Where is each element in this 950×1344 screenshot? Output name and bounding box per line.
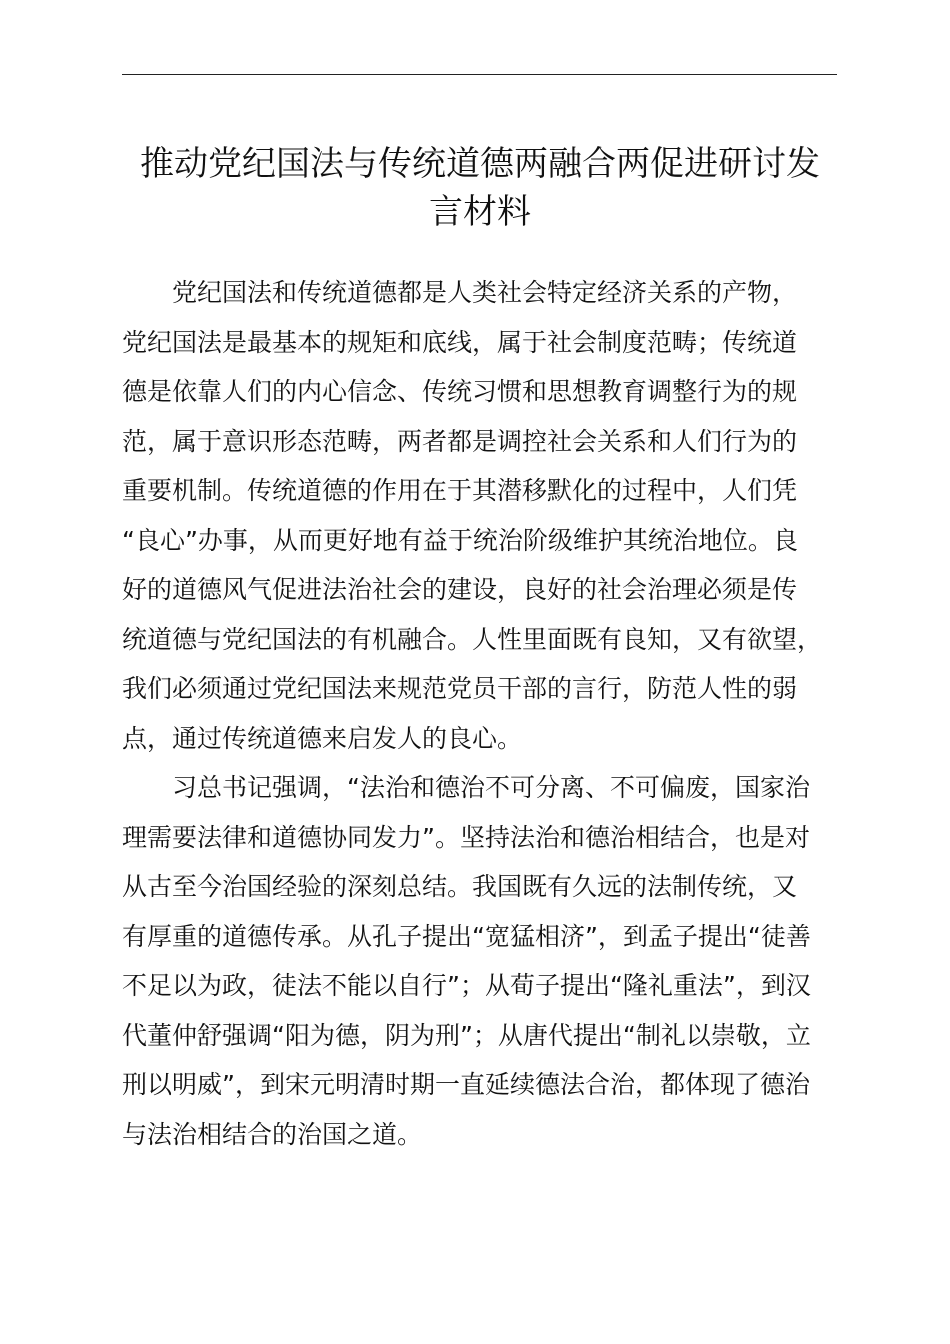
text-line: 德是依靠人们的内心信念、传统习惯和思想教育调整行为的规	[122, 377, 798, 406]
title-line: 推动党纪国法与传统道德两融合两促进研讨发	[140, 144, 820, 184]
header-rule	[122, 74, 837, 75]
text-line: 点，通过传统道德来启发人的良心。	[122, 723, 523, 753]
document-body	[122, 268, 838, 1159]
document-title	[122, 140, 838, 236]
text-line: 有厚重的道德传承。从孔子提出“宽猛相济”，到孟子提出“徒善	[122, 921, 811, 951]
text-line: 范，属于意识形态范畴，两者都是调控社会关系和人们行为的	[122, 426, 798, 456]
text-line: 习总书记强调，“法治和德治不可分离、不可偏废，国家治	[172, 773, 810, 802]
text-line: “良心”办事，从而更好地有益于统治阶级维护其统治地位。良	[122, 525, 798, 555]
text-line: 代董仲舒强调“阳为德，阴为刑”；从唐代提出“制礼以崇敬，立	[122, 1020, 811, 1050]
text-line: 党纪国法是最基本的规矩和底线，属于社会制度范畴；传统道	[122, 327, 798, 357]
text-line: 统道德与党纪国法的有机融合。人性里面既有良知，又有欲望，	[122, 624, 823, 654]
text-line: 重要机制。传统道德的作用在于其潜移默化的过程中，人们凭	[122, 476, 798, 505]
text-line: 不足以为政，徒法不能以自行”；从荀子提出“隆礼重法”，到汉	[122, 971, 811, 1000]
text-line: 党纪国法和传统道德都是人类社会特定经济关系的产物，	[172, 278, 798, 307]
paragraph-1	[122, 268, 838, 763]
text-line: 刑以明威”，到宋元明清时期一直延续德法合治，都体现了德治	[122, 1070, 810, 1099]
text-line: 好的道德风气促进法治社会的建设，良好的社会治理必须是传	[122, 575, 798, 604]
text-line: 从古至今治国经验的深刻总结。我国既有久远的法制传统，又	[122, 872, 798, 901]
paragraph-2	[122, 763, 838, 1159]
text-line: 与法治相结合的治国之道。	[122, 1119, 423, 1149]
title-line: 言材料	[429, 192, 531, 232]
text-line: 我们必须通过党纪国法来规范党员干部的言行，防范人性的弱	[122, 674, 798, 703]
text-line: 理需要法律和道德协同发力”。坚持法治和德治相结合，也是对	[122, 822, 810, 852]
